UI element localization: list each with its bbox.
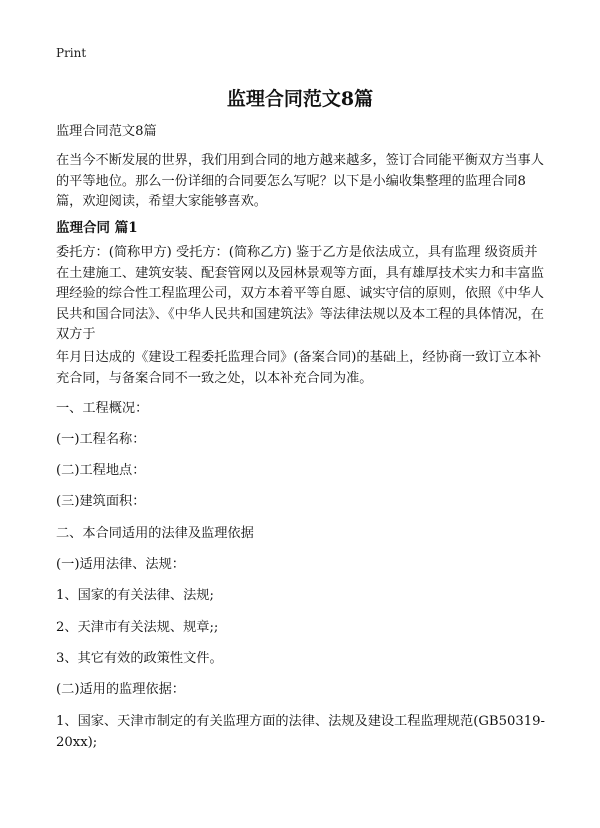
list-item-applicable-laws: (一)适用法律、法规：	[56, 557, 185, 572]
list-item-policy-documents: 3、其它有效的政策性文件。	[56, 651, 223, 666]
list-item-project-location: (二)工程地点：	[56, 463, 146, 478]
page-title: 监理合同范文8篇	[226, 88, 374, 110]
list-item-national-laws: 1、国家的有关法律、法规;	[56, 588, 214, 603]
contract-basis-paragraph: 年月日达成的《建设工程委托监理合同》(备案合同)的基础上，经协商一致订立本补充合同，与备案合同不一致之处，以本补充合同为准。	[56, 350, 542, 386]
list-heading-legal-basis: 二、本合同适用的法律及监理依据	[56, 526, 254, 541]
list-heading-project-overview: 一、工程概况：	[56, 401, 149, 416]
intro-paragraph: 在当今不断发展的世界，我们用到合同的地方越来越多，签订合同能平衡双方当事人的平等地位。那么一份详细的合同要怎么写呢？以下是小编收集整理的监理合同8篇，欢迎阅读，希望大家能够喜欢。	[56, 153, 544, 209]
list-item-building-area: (三)建筑面积：	[56, 494, 146, 509]
list-item-tianjin-regulations: 2、天津市有关法规、规章;;	[56, 620, 219, 635]
contract-parties-paragraph: 委托方：(简称甲方) 受托方：(简称乙方) 鉴于乙方是依法成立，具有监理 级资质并在土建施工、建筑安装、配套管网以及园林景观等方面，具有雄厚技术实力和丰富监理经验的综合性工程监理公司，双方本着平等自愿、诚实守信的原则，依照《中华人民共和国合同法》、《中华人民共和国建筑法》等法律法规以及本工程的具体情况，在双方于	[56, 245, 544, 342]
list-item-supervision-standards: 1、国家、天津市制定的有关监理方面的法律、法规及建设工程监理规范(GB50319-20xx);	[56, 714, 545, 750]
subtitle-paragraph: 监理合同范文8篇	[56, 124, 157, 139]
list-item-project-name: (一)工程名称：	[56, 432, 146, 447]
print-link[interactable]: Print	[56, 46, 87, 60]
list-item-supervision-basis: (二)适用的监理依据：	[56, 682, 185, 697]
section-heading: 监理合同 篇1	[56, 220, 138, 236]
